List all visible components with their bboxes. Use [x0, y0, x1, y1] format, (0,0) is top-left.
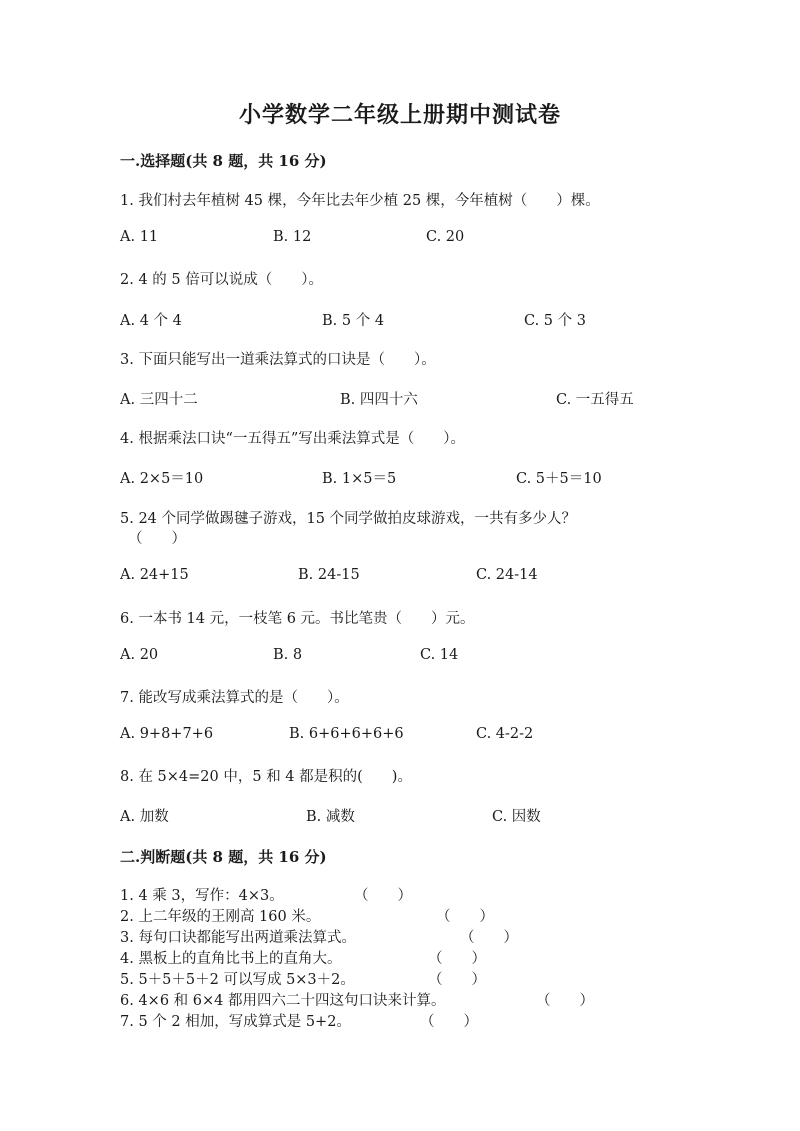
option-b[interactable]: B. 1×5＝5	[322, 471, 397, 487]
answer-bracket[interactable]: （ ）	[428, 951, 486, 967]
option-b[interactable]: B. 6+6+6+6+6	[289, 726, 404, 742]
option-a[interactable]: A. 三四十二	[120, 392, 198, 408]
answer-bracket[interactable]: （ ）	[354, 888, 412, 904]
option-b[interactable]: B. 5 个 4	[322, 313, 385, 329]
page-title: 小学数学二年级上册期中测试卷	[238, 102, 561, 128]
answer-bracket[interactable]: （ ）	[420, 1014, 478, 1030]
answer-bracket[interactable]: （ ）	[428, 972, 486, 988]
option-a[interactable]: A. 4 个 4	[120, 313, 182, 329]
option-a[interactable]: A. 9+8+7+6	[120, 726, 214, 742]
tf-item-5: 5. 5＋5＋5＋2 可以写成 5×3＋2。	[120, 972, 355, 988]
option-c[interactable]: C. 20	[426, 229, 465, 245]
option-b[interactable]: B. 8	[273, 647, 303, 663]
question-5-blank: （ ）	[128, 531, 186, 547]
section-heading-multiple-choice: 一.选择题(共 8 题，共 16 分)	[120, 152, 327, 170]
option-c[interactable]: C. 5 个 3	[524, 313, 586, 329]
option-c[interactable]: C. 24-14	[476, 567, 538, 583]
tf-item-6: 6. 4×6 和 6×4 都用四六二十四这句口诀来计算。	[120, 993, 446, 1009]
tf-item-2: 2. 上二年级的王刚高 160 米。	[120, 909, 321, 925]
option-c[interactable]: C. 4-2-2	[476, 726, 534, 742]
tf-item-3: 3. 每句口诀都能写出两道乘法算式。	[120, 930, 356, 946]
section-heading-true-false: 二.判断题(共 8 题，共 16 分)	[120, 848, 327, 866]
option-c[interactable]: C. 5＋5＝10	[516, 471, 602, 487]
question-5: 5. 24 个同学做踢毽子游戏，15 个同学做拍皮球游戏，一共有多少人？	[120, 511, 577, 527]
question-1: 1. 我们村去年植树 45 棵，今年比去年少植 25 棵，今年植树（ ）棵。	[120, 193, 600, 209]
option-c[interactable]: C. 14	[420, 647, 459, 663]
option-b[interactable]: B. 12	[273, 229, 312, 245]
option-a[interactable]: A. 2×5＝10	[120, 471, 204, 487]
option-a[interactable]: A. 11	[120, 229, 159, 245]
option-b[interactable]: B. 四四十六	[340, 392, 418, 408]
answer-bracket[interactable]: （ ）	[536, 993, 594, 1009]
answer-bracket[interactable]: （ ）	[460, 930, 518, 946]
question-3: 3. 下面只能写出一道乘法算式的口诀是（ ）。	[120, 352, 436, 368]
option-c[interactable]: C. 一五得五	[556, 392, 634, 408]
tf-item-4: 4. 黑板上的直角比书上的直角大。	[120, 951, 342, 967]
option-b[interactable]: B. 24-15	[298, 567, 360, 583]
option-a[interactable]: A. 24+15	[120, 567, 189, 583]
tf-item-1: 1. 4 乘 3，写作：4×3。	[120, 888, 284, 904]
question-6: 6. 一本书 14 元，一枝笔 6 元。书比笔贵（ ）元。	[120, 611, 475, 627]
question-7: 7. 能改写成乘法算式的是（ ）。	[120, 690, 349, 706]
option-b[interactable]: B. 减数	[306, 809, 355, 825]
question-2: 2. 4 的 5 倍可以说成（ ）。	[120, 272, 323, 288]
option-c[interactable]: C. 因数	[492, 809, 541, 825]
tf-item-7: 7. 5 个 2 相加，写成算式是 5+2。	[120, 1014, 351, 1030]
option-a[interactable]: A. 加数	[120, 809, 169, 825]
option-a[interactable]: A. 20	[120, 647, 159, 663]
question-8: 8. 在 5×4=20 中，5 和 4 都是积的( )。	[120, 769, 412, 785]
question-4: 4. 根据乘法口诀“一五得五”写出乘法算式是（ ）。	[120, 431, 466, 447]
answer-bracket[interactable]: （ ）	[436, 909, 494, 925]
